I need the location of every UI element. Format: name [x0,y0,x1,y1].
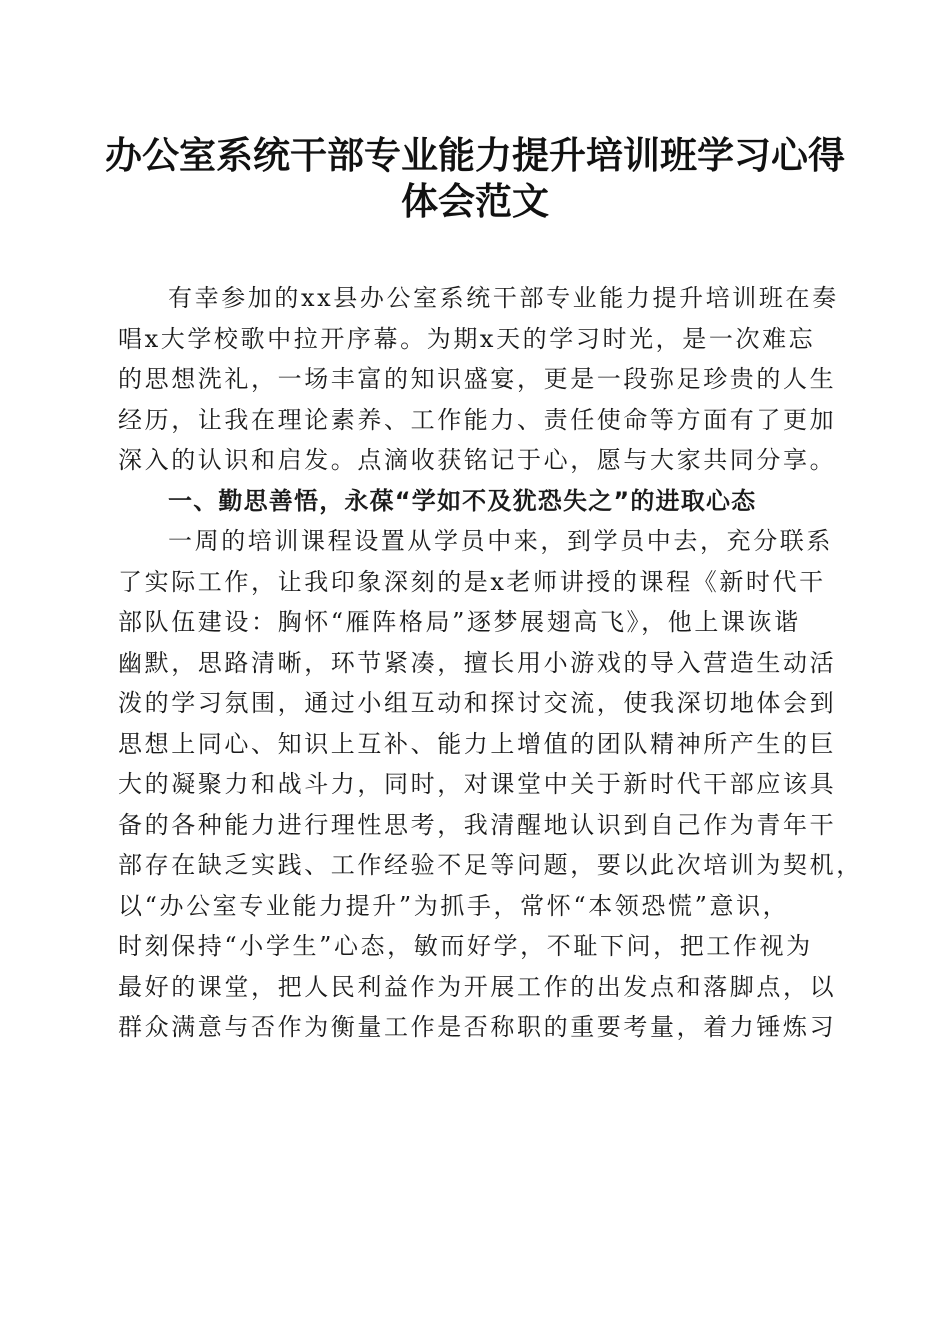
paragraph-line: 备的各种能力进行理性思考，我清醒地认识到自己作为青年干 [118,810,837,839]
paragraph-line: 以“办公室专业能力提升”为抓手，常怀“本领恐慌”意识， [118,891,790,920]
paragraph-line: 幽默，思路清晰，环节紧凑，擅长用小游戏的导入营造生动活 [118,648,837,677]
paragraph-line: 时刻保持“小学生”心态，敏而好学，不耻下问，把工作视为 [118,932,813,960]
paragraph-line: 大的凝聚力和战斗力，同时，对课堂中关于新时代干部应该具 [118,770,837,798]
paragraph-1 [118,278,839,481]
paragraph-line: 了实际工作，让我印象深刻的是x老师讲授的课程《新时代干 [118,567,826,596]
title-line-1: 办公室系统干部专业能力提升培训班学习心得 [105,133,845,177]
paragraph-line: 群众满意与否作为衡量工作是否称职的重要考量，着力锤炼习 [118,1013,837,1041]
paragraph-line: 有幸参加的xx县办公室系统干部专业能力提升培训班在奏 [168,284,839,312]
document-title [100,132,850,224]
paragraph-line: 深入的认识和启发。点滴收获铭记于心，愿与大家共同分享。 [118,446,837,474]
paragraph-line: 唱x大学校歌中拉开序幕。为期x天的学习时光，是一次难忘 [118,324,816,353]
paragraph-line: 部存在缺乏实践、工作经验不足等问题，要以此次培训为契机， [118,851,863,879]
paragraph-line: 一周的培训课程设置从学员中来，到学员中去，充分联系 [168,527,833,555]
paragraph-line: 泼的学习氛围，通过小组互动和探讨交流，使我深切地体会到 [118,689,837,717]
paragraph-line: 思想上同心、知识上互补、能力上增值的团队精神所产生的巨 [118,729,837,758]
paragraph-line: 最好的课堂，把人民利益作为开展工作的出发点和落脚点，以 [118,972,837,1001]
paragraph-line: 经历，让我在理论素养、工作能力、责任使命等方面有了更加 [118,405,837,434]
paragraph-line: 的思想洗礼，一场丰富的知识盛宴，更是一段弥足珍贵的人生 [118,365,837,393]
title-line-2: 体会范文 [401,179,549,223]
paragraph-line: 部队伍建设：胸怀“雁阵格局”逐梦展翅高飞》，他上课诙谐 [118,608,801,636]
paragraph-2 [118,521,863,1048]
document-body [118,278,863,1048]
section-heading-1: 一、勤思善悟，永葆“学如不及犹恐失之”的进取心态 [168,486,757,515]
